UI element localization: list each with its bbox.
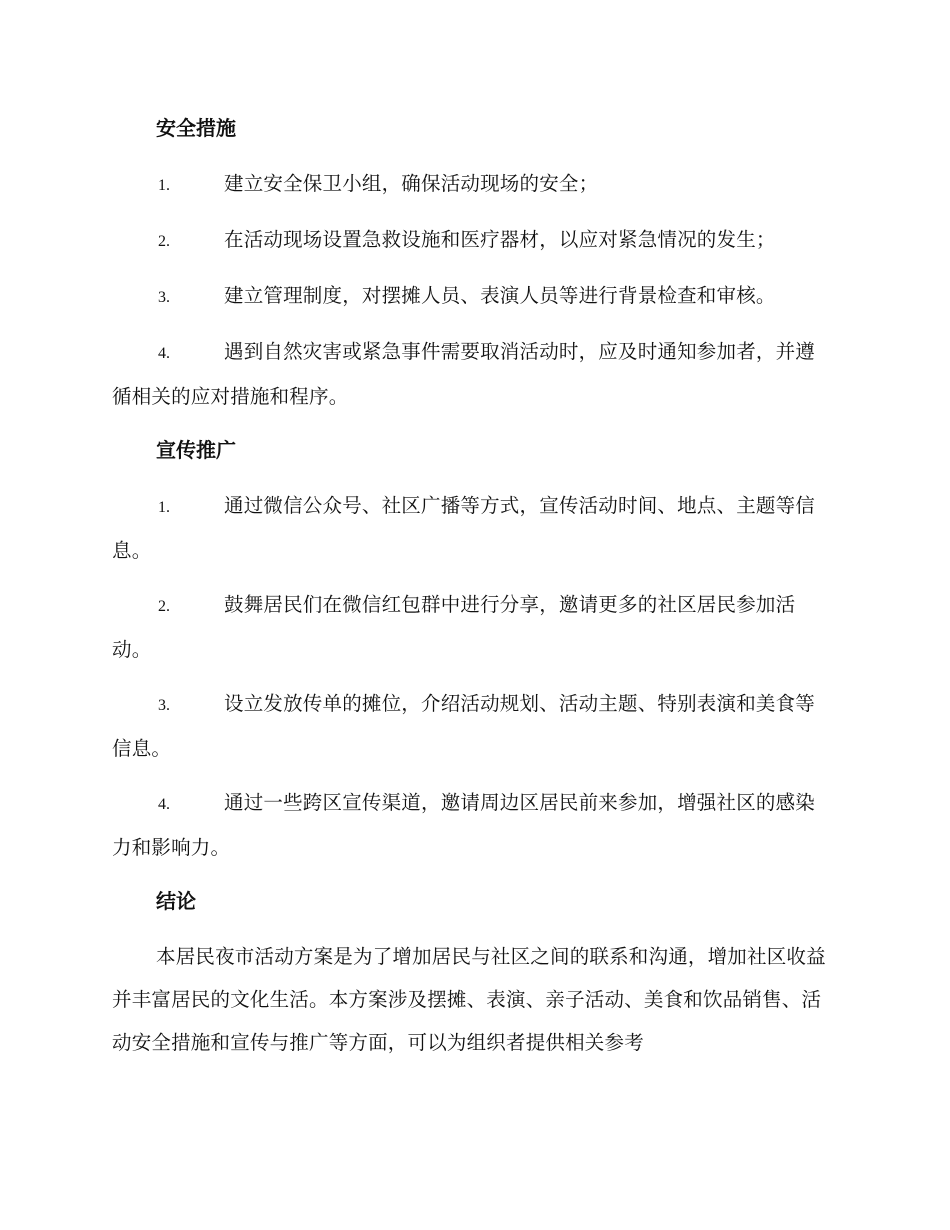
list-text: 在活动现场设置急救设施和医疗器材，以应对紧急情况的发生； bbox=[224, 228, 776, 251]
list-text: 建立管理制度，对摆摊人员、表演人员等进行背景检查和审核。 bbox=[224, 284, 776, 307]
list-item bbox=[112, 781, 834, 869]
list-item bbox=[112, 274, 834, 319]
list-number: 1. bbox=[158, 499, 170, 516]
list-item bbox=[112, 218, 834, 263]
list-number: 3. bbox=[158, 697, 170, 714]
list-item bbox=[112, 162, 834, 207]
section-heading: 安全措施 bbox=[156, 116, 236, 140]
conclusion-paragraph: 本居民夜市活动方案是为了增加居民与社区之间的联系和沟通，增加社区收益并丰富居民的文化生活。本方案涉及摆摊、表演、亲子活动、美食和饮品销售、活动安全措施和宣传与推广等方面，可以为组织者提供相关参考 bbox=[112, 945, 826, 1054]
section-promotion bbox=[112, 430, 834, 869]
list-number: 1. bbox=[158, 177, 170, 194]
list-item bbox=[112, 682, 834, 770]
section-heading: 宣传推广 bbox=[156, 438, 236, 462]
section-conclusion bbox=[112, 881, 834, 1064]
list-number: 2. bbox=[158, 233, 170, 250]
list-text: 设立发放传单的摊位，介绍活动规划、活动主题、特别表演和美食等信息。 bbox=[112, 692, 816, 760]
list-text: 通过微信公众号、社区广播等方式，宣传活动时间、地点、主题等信息。 bbox=[112, 494, 816, 562]
list-item bbox=[112, 484, 834, 572]
list-number: 4. bbox=[158, 796, 170, 813]
list-text: 通过一些跨区宣传渠道，邀请周边区居民前来参加，增强社区的感染力和影响力。 bbox=[112, 791, 816, 859]
list-item bbox=[112, 583, 834, 671]
list-number: 2. bbox=[158, 598, 170, 615]
section-safety-measures bbox=[112, 108, 834, 418]
section-heading: 结论 bbox=[156, 889, 196, 913]
list-text: 遇到自然灾害或紧急事件需要取消活动时，应及时通知参加者，并遵循相关的应对措施和程序。 bbox=[112, 340, 816, 408]
list-text: 鼓舞居民们在微信红包群中进行分享，邀请更多的社区居民参加活动。 bbox=[112, 593, 796, 661]
list-text: 建立安全保卫小组，确保活动现场的安全； bbox=[224, 172, 599, 195]
list-number: 3. bbox=[158, 289, 170, 306]
list-number: 4. bbox=[158, 345, 170, 362]
list-item bbox=[112, 330, 834, 418]
document-content bbox=[112, 108, 834, 1076]
